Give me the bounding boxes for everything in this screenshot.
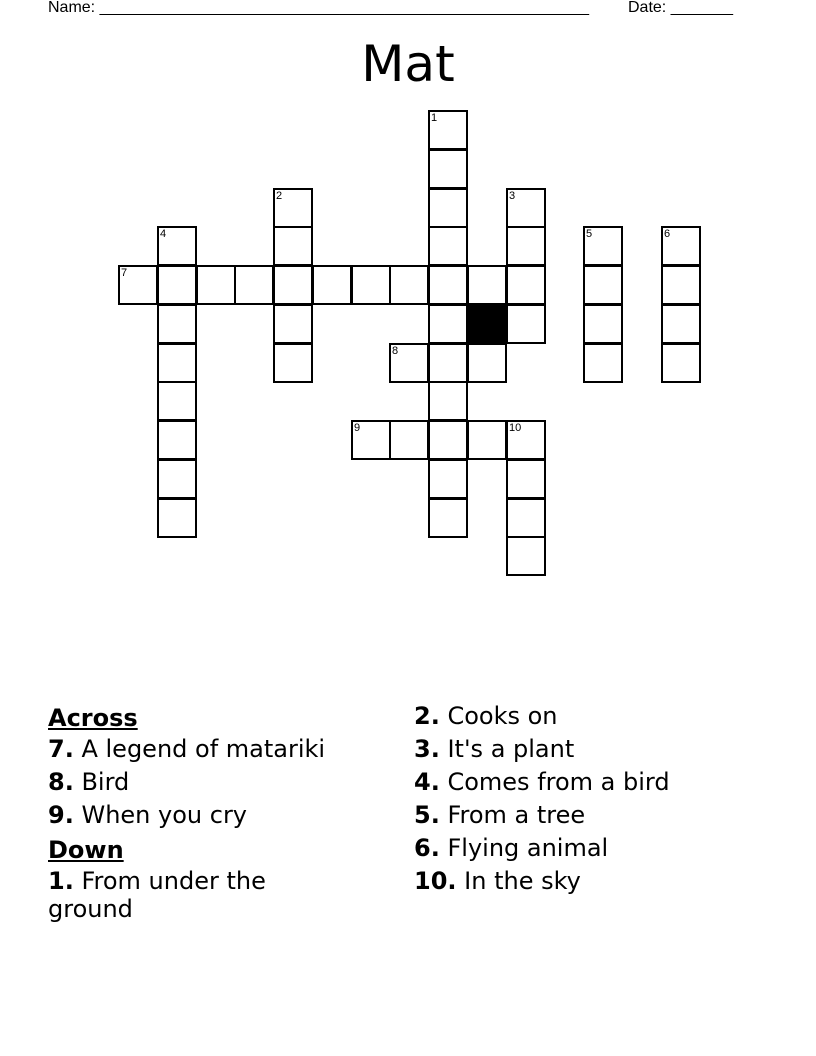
clue-number: 7.	[48, 735, 74, 763]
clue-down-2	[414, 702, 754, 735]
clue-down-3	[414, 735, 754, 768]
crossword-cell[interactable]	[506, 304, 546, 344]
clue-number: 4.	[414, 768, 440, 796]
crossword-cell[interactable]	[273, 304, 313, 344]
clue-text: It's a plant	[447, 735, 575, 763]
crossword-cell[interactable]	[506, 420, 546, 460]
crossword-cell[interactable]	[428, 226, 468, 266]
crossword-cell[interactable]	[467, 420, 507, 460]
crossword-cell[interactable]	[428, 304, 468, 344]
crossword-cell[interactable]	[157, 265, 197, 305]
clue-text: A legend of matariki	[81, 735, 326, 763]
crossword-cell[interactable]	[583, 343, 623, 383]
crossword-cell[interactable]	[506, 536, 546, 576]
clue-text: From a tree	[447, 801, 586, 829]
crossword-cell[interactable]	[157, 459, 197, 499]
clue-number: 9.	[48, 801, 74, 829]
clue-number: 6.	[414, 834, 440, 862]
clue-text: Bird	[81, 768, 130, 796]
clue-column-left	[48, 702, 368, 928]
cell-number: 3	[509, 190, 516, 202]
crossword-cell[interactable]	[157, 226, 197, 266]
crossword-cell[interactable]	[351, 420, 391, 460]
cell-number: 6	[664, 228, 671, 240]
clue-text: When you cry	[81, 801, 248, 829]
clue-text: Flying animal	[447, 834, 609, 862]
clue-text: In the sky	[464, 867, 581, 895]
clue-across-7	[48, 735, 368, 768]
crossword-cell[interactable]	[583, 304, 623, 344]
clue-across-8	[48, 768, 368, 801]
crossword-cell[interactable]	[661, 265, 701, 305]
crossword-cell[interactable]	[467, 265, 507, 305]
crossword-cell[interactable]	[506, 459, 546, 499]
down-heading: Down	[48, 836, 124, 864]
crossword-cell[interactable]	[428, 381, 468, 421]
crossword-cell[interactable]	[312, 265, 352, 305]
crossword-cell[interactable]	[428, 110, 468, 150]
crossword-cell[interactable]	[157, 304, 197, 344]
clue-down-4	[414, 768, 754, 801]
cell-number: 8	[392, 345, 399, 357]
name-field: Name: _______________________________________________________	[48, 0, 589, 16]
clue-number: 2.	[414, 702, 440, 730]
crossword-cell[interactable]	[661, 226, 701, 266]
crossword-cell[interactable]	[234, 265, 274, 305]
clue-text: Cooks on	[447, 702, 558, 730]
clue-across-9	[48, 801, 368, 834]
crossword-cell[interactable]	[273, 265, 313, 305]
clue-number: 3.	[414, 735, 440, 763]
crossword-cell[interactable]	[661, 343, 701, 383]
crossword-cell[interactable]	[428, 188, 468, 228]
crossword-cell[interactable]	[467, 343, 507, 383]
clue-down-10	[414, 867, 754, 900]
crossword-cell[interactable]	[196, 265, 236, 305]
clue-down-1	[48, 867, 308, 928]
clue-number: 5.	[414, 801, 440, 829]
across-heading: Across	[48, 704, 138, 732]
clue-column-right	[414, 702, 754, 900]
crossword-cell[interactable]	[157, 343, 197, 383]
crossword-cell[interactable]	[157, 381, 197, 421]
crossword-cell[interactable]	[273, 343, 313, 383]
crossword-cell[interactable]	[157, 420, 197, 460]
crossword-cell[interactable]	[428, 265, 468, 305]
clue-number: 10.	[414, 867, 457, 895]
crossword-cell[interactable]	[157, 498, 197, 538]
crossword-cell[interactable]	[351, 265, 391, 305]
crossword-cell[interactable]	[118, 265, 158, 305]
cell-number: 7	[121, 267, 128, 279]
crossword-cell[interactable]	[506, 498, 546, 538]
crossword-cell[interactable]	[661, 304, 701, 344]
crossword-cell[interactable]	[506, 226, 546, 266]
black-square	[467, 304, 507, 344]
crossword-cell[interactable]	[273, 226, 313, 266]
crossword-cell[interactable]	[428, 420, 468, 460]
clue-number: 1.	[48, 867, 74, 895]
puzzle-title: Mat	[361, 35, 455, 93]
crossword-cell[interactable]	[389, 265, 429, 305]
clue-text: From under the ground	[48, 867, 266, 923]
cell-number: 10	[509, 422, 522, 434]
crossword-cell[interactable]	[389, 420, 429, 460]
crossword-cell[interactable]	[273, 188, 313, 228]
crossword-cell[interactable]	[506, 265, 546, 305]
crossword-cell[interactable]	[428, 498, 468, 538]
crossword-cell[interactable]	[428, 459, 468, 499]
cell-number: 5	[586, 228, 593, 240]
cell-number: 9	[354, 422, 361, 434]
date-field: Date: _______	[628, 0, 733, 16]
clue-down-5	[414, 801, 754, 834]
cell-number: 2	[276, 190, 283, 202]
crossword-cell[interactable]	[428, 149, 468, 189]
cell-number: 4	[160, 228, 167, 240]
crossword-cell[interactable]	[428, 343, 468, 383]
cell-number: 1	[431, 112, 438, 124]
clue-number: 8.	[48, 768, 74, 796]
clue-down-6	[414, 834, 754, 867]
crossword-cell[interactable]	[506, 188, 546, 228]
crossword-cell[interactable]	[583, 226, 623, 266]
crossword-cell[interactable]	[583, 265, 623, 305]
crossword-cell[interactable]	[389, 343, 429, 383]
clue-text: Comes from a bird	[447, 768, 670, 796]
